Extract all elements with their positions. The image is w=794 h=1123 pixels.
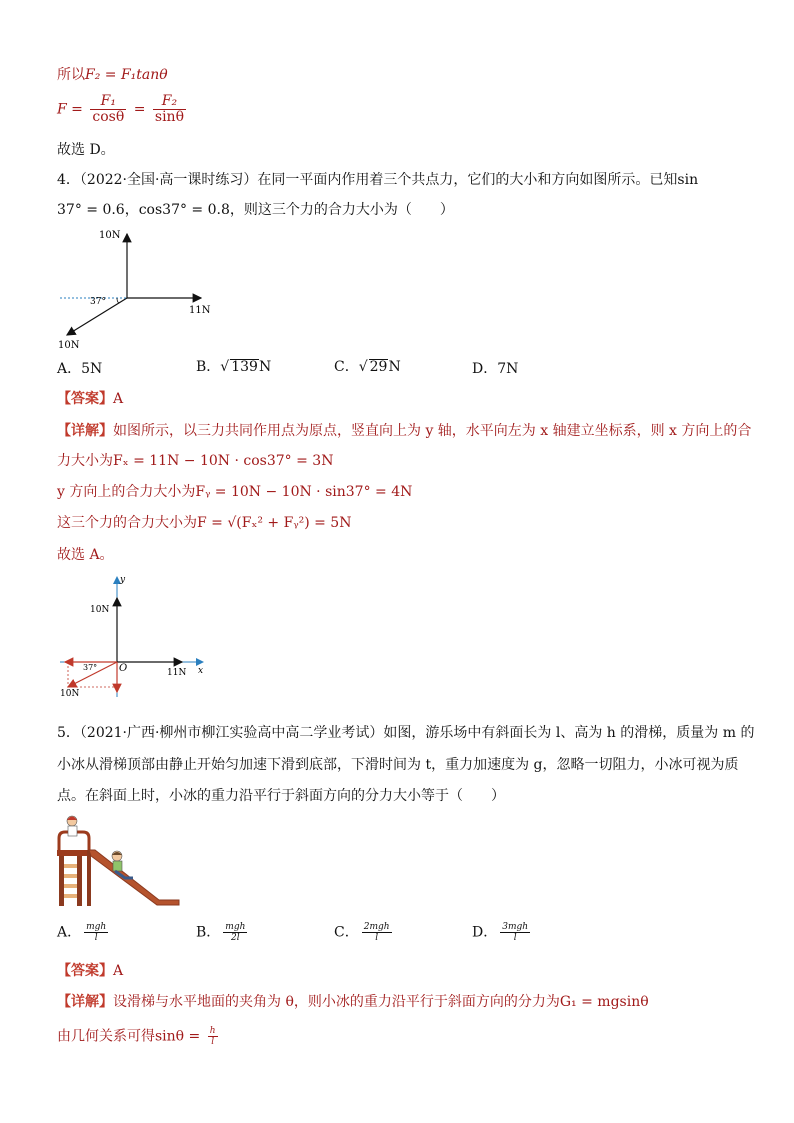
option-fraction [84,922,108,943]
answer-value: A [113,963,124,979]
option-unit: N [258,359,272,375]
q5-stem-line3: 点。在斜面上时，小冰的重力沿平行于斜面方向的分力大小等于（ ） [57,788,505,804]
slide-ladder-right-rail [77,854,82,906]
fraction-f2-sin [153,94,186,125]
previous-solution-line2 [57,94,189,125]
q4-force-diagram [55,222,225,352]
q4-detail-line2: 力大小为Fₓ = 11N − 10N · cos37° = 3N [57,453,334,469]
q5-option-b[interactable] [196,922,250,943]
slide-ladder-rung [64,884,77,888]
numerator: 3mgh [502,922,529,932]
q5-stem-line1: 5．（2021·广西·柳州市柳江实验高中高二学业考试）如图，游乐场中有斜面长为 l、高为 h 的滑梯，质量为 m 的 [57,725,755,741]
sqrt-icon: √ [220,359,230,375]
q4-label-right-2: 11N [167,668,187,678]
q4-label-up-2: 10N [90,605,110,615]
formula-f2: F₂ = F₁tanθ [85,67,168,83]
q4-option-d[interactable] [472,360,518,378]
detail-text: 由几何关系可得sinθ = [57,1028,201,1045]
option-text: 7N [497,361,519,377]
option-text: 5N [81,361,103,377]
q4-x-axis-label: x [198,666,204,676]
q4-y-axis-label: y [120,575,126,585]
q5-slide-illustration [55,812,183,910]
denominator: l [513,933,517,943]
option-fraction [223,922,247,943]
slide-ladder-rung [64,864,77,868]
option-letter: D． [472,924,498,941]
q4-label-angle: 37° [90,297,106,307]
q5-option-c[interactable] [334,922,395,943]
numerator: 2mgh [363,922,390,932]
q4-answer [57,390,123,408]
q4-detail-line5: 故选 A。 [57,547,114,563]
previous-conclusion: 故选 D。 [57,142,115,158]
sqrt-icon: √ [358,359,368,375]
q5-answer [57,962,123,980]
child-top-body [68,826,77,836]
numerator: F₂ [153,94,186,110]
answer-tag: 【答案】 [57,391,113,407]
q4-detail-line4: 这三个力的合力大小为F = √(Fₓ² + Fᵧ²) = 5N [57,515,352,531]
previous-solution-line1 [57,66,168,84]
radicand: 139 [231,359,258,375]
q4-detail-line1 [57,422,751,440]
slide-ladder-rung [64,894,77,898]
denominator: l [94,933,98,943]
text-prefix: 所以 [57,67,85,83]
formula-f-label: F = [57,101,83,118]
answer-tag: 【答案】 [57,963,113,979]
slide-post [87,850,91,906]
option-letter: B． [196,924,221,941]
q4-label-angle-2: 37° [83,663,98,672]
denominator: l [211,1037,215,1047]
slide-ladder-left-rail [59,854,64,906]
fraction-h-over-l [208,1026,218,1047]
slide-slope [89,850,179,905]
q4-label-diagonal: 10N [58,340,80,351]
q4-option-c[interactable] [334,358,401,376]
option-unit: N [388,359,401,375]
option-letter: C． [334,924,359,941]
slide-platform [57,850,89,856]
slide-ladder-rung [64,874,77,878]
denominator: sinθ [154,109,184,125]
q5-option-a[interactable] [57,922,111,943]
numerator: mgh [86,922,107,932]
q5-option-d[interactable] [472,922,533,943]
radicand: 29 [369,359,388,375]
denominator: cosθ [92,109,125,125]
fraction-f1-cos [90,94,126,125]
numerator: h [209,1026,216,1036]
option-fraction [500,922,530,943]
q5-detail-line1 [57,993,649,1011]
detail-tag: 【详解】 [57,994,113,1010]
child-sliding-body [113,861,122,871]
q4-solution-diagram [55,572,215,697]
option-letter: A． [57,361,82,377]
numerator: mgh [225,922,246,932]
q4-detail-line3: y 方向上的合力大小为Fᵧ = 10N − 10N · sin37° = 4N [57,484,413,500]
option-letter: A． [57,924,82,941]
option-letter: B． [196,359,221,375]
detail-text: 如图所示，以三力共同作用点为原点，竖直向上为 y 轴，水平向左为 x 轴建立坐标系，则 x 方向上的合 [113,423,752,439]
denominator: 2l [231,933,240,943]
q4-stem-line1: 4．（2022·全国·高一课时练习）在同一平面内作用着三个共点力，它们的大小和方向如图所示。已知sin [57,172,699,188]
q5-stem-line2: 小冰从滑梯顶部由静止开始匀加速下滑到底部，下滑时间为 t，重力加速度为 g，忽略一切阻力，小冰可视为质 [57,757,739,773]
q4-option-b[interactable] [196,358,271,376]
detail-text: 设滑梯与水平地面的夹角为 θ，则小冰的重力沿平行于斜面方向的分力为G₁ = mgsinθ [113,994,649,1010]
detail-tag: 【详解】 [57,423,113,439]
q4-stem-line2: 37° = 0.6，cos37° = 0.8，则这三个力的合力大小为（ ） [57,202,454,218]
q4-option-a[interactable] [57,360,102,378]
q4-angle-arc [117,298,119,303]
denominator: l [375,933,379,943]
q4-origin-label: O [119,663,128,674]
numerator: F₁ [90,94,126,110]
option-fraction [362,922,392,943]
option-letter: D． [472,361,498,377]
answer-value: A [113,391,124,407]
q4-label-diagonal-2: 10N [60,689,80,697]
q4-label-right: 11N [189,305,211,316]
equals-sign: = [133,101,146,118]
q4-label-up: 10N [99,230,121,241]
q5-detail-line2 [57,1026,221,1047]
option-letter: C． [334,359,359,375]
